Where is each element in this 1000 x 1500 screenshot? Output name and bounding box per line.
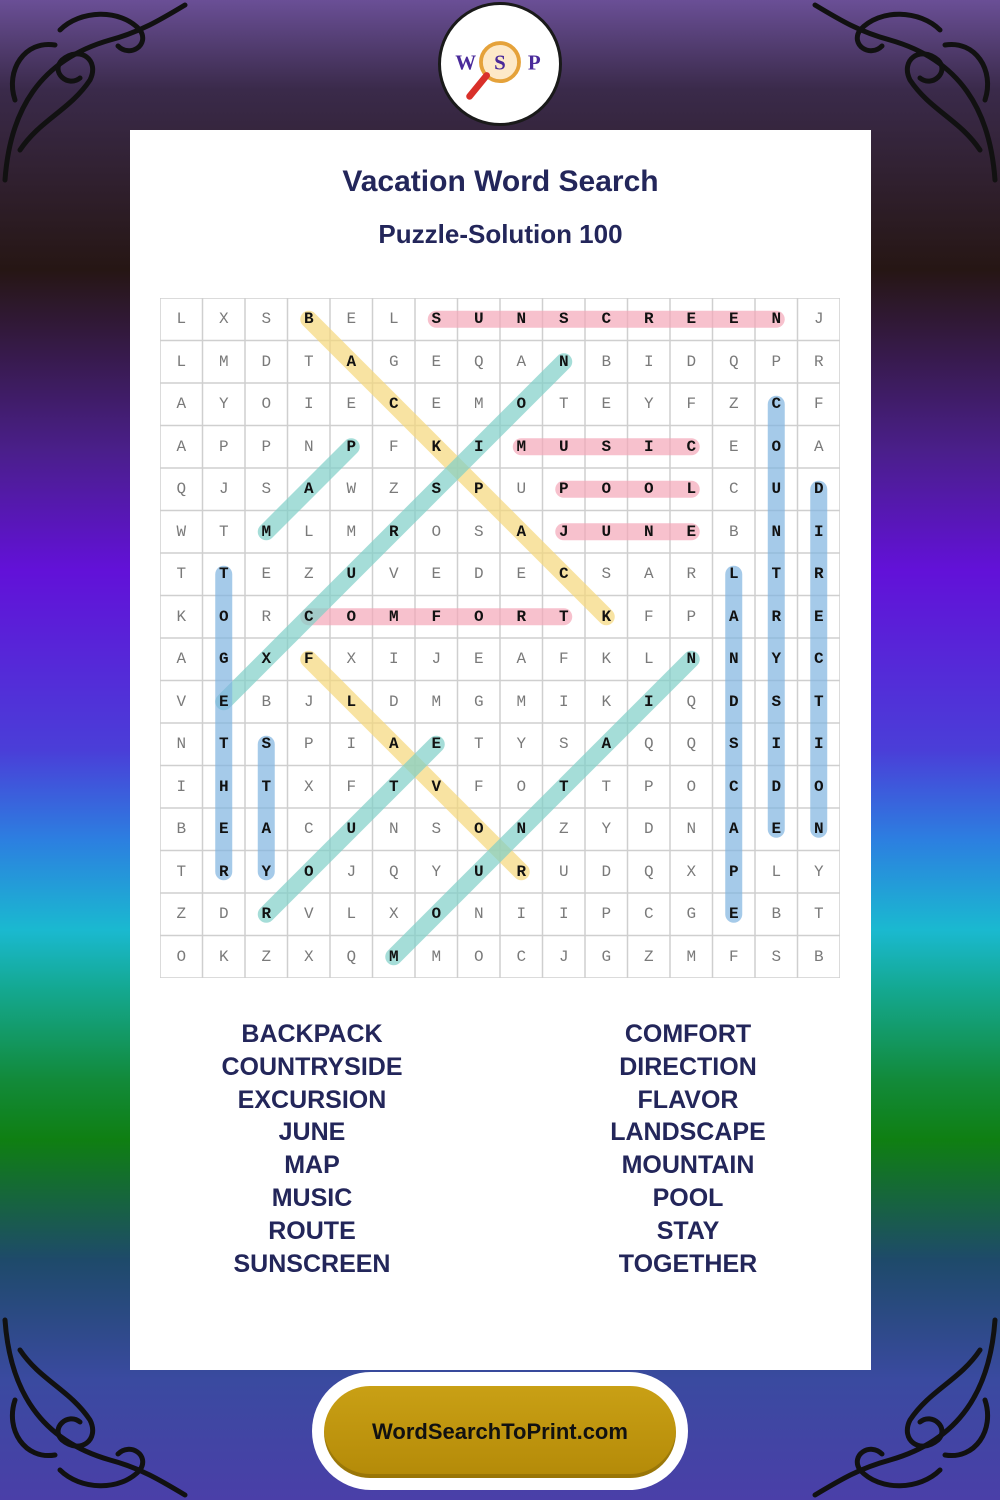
grid-cell: C bbox=[686, 437, 697, 456]
grid-cell: A bbox=[261, 820, 272, 839]
word-list-item: MUSIC bbox=[271, 1183, 353, 1212]
word-list-item: COUNTRYSIDE bbox=[221, 1052, 403, 1081]
grid-cell: S bbox=[261, 735, 272, 754]
grid-cell: E bbox=[728, 310, 739, 329]
grid-cell: O bbox=[218, 607, 229, 626]
grid-cell: Z bbox=[558, 820, 569, 839]
grid-cell: X bbox=[388, 905, 399, 924]
grid-cell: L bbox=[346, 905, 357, 924]
grid-cell: M bbox=[516, 437, 527, 456]
grid-cell: V bbox=[431, 777, 442, 796]
grid-cell: I bbox=[813, 735, 824, 754]
site-link-button[interactable]: WordSearchToPrint.com bbox=[324, 1386, 676, 1478]
grid-cell: A bbox=[346, 352, 357, 371]
grid-cell: E bbox=[431, 352, 442, 371]
page-title: Vacation Word Search bbox=[342, 165, 659, 198]
grid-cell: L bbox=[346, 692, 357, 711]
grid-cell: S bbox=[771, 947, 782, 966]
grid-cell: G bbox=[218, 650, 229, 669]
grid-cell: O bbox=[473, 947, 484, 966]
grid-cell: C bbox=[601, 310, 612, 329]
word-list-item: DIRECTION bbox=[619, 1052, 757, 1081]
grid-cell: T bbox=[176, 565, 187, 584]
grid-cell: T bbox=[771, 565, 782, 584]
grid-cell: E bbox=[686, 310, 697, 329]
grid-cell: J bbox=[303, 692, 314, 711]
grid-cell: U bbox=[346, 820, 357, 839]
grid-cell: N bbox=[643, 522, 654, 541]
grid-cell: O bbox=[516, 777, 527, 796]
grid-cell: T bbox=[558, 607, 569, 626]
grid-cell: B bbox=[813, 947, 824, 966]
grid-cell: R bbox=[516, 607, 527, 626]
grid-cell: P bbox=[771, 352, 782, 371]
grid-cell: E bbox=[346, 310, 357, 329]
grid-cell: I bbox=[558, 692, 569, 711]
grid-cell: B bbox=[728, 522, 739, 541]
grid-cell: T bbox=[558, 777, 569, 796]
grid-cell: W bbox=[346, 480, 357, 499]
word-list-item: SUNSCREEN bbox=[233, 1249, 391, 1278]
grid-cell: O bbox=[516, 395, 527, 414]
grid-cell: P bbox=[686, 607, 697, 626]
grid-cell: O bbox=[431, 905, 442, 924]
grid-cell: O bbox=[643, 480, 654, 499]
grid-cell: F bbox=[686, 395, 697, 414]
grid-cell: M bbox=[473, 395, 484, 414]
grid-cell: R bbox=[813, 565, 824, 584]
grid-cell: N bbox=[558, 352, 569, 371]
grid-cell: T bbox=[813, 692, 824, 711]
grid-cell: E bbox=[686, 522, 697, 541]
word-list-item: POOL bbox=[652, 1183, 724, 1212]
grid-cell: C bbox=[813, 650, 824, 669]
word-search-grid bbox=[160, 298, 840, 978]
grid-cell: Z bbox=[643, 947, 654, 966]
wsp-logo[interactable] bbox=[438, 2, 562, 126]
grid-cell: N bbox=[388, 820, 399, 839]
grid-cell: M bbox=[261, 522, 272, 541]
grid-cell: O bbox=[473, 607, 484, 626]
grid-cell: P bbox=[261, 437, 272, 456]
grid-cell: P bbox=[303, 735, 314, 754]
grid-cell: I bbox=[473, 437, 484, 456]
grid-cell: I bbox=[771, 735, 782, 754]
word-list-item: JUNE bbox=[278, 1118, 346, 1147]
grid-cell: T bbox=[218, 522, 229, 541]
grid-cell: A bbox=[728, 820, 739, 839]
grid-cell: V bbox=[176, 692, 187, 711]
grid-cell: D bbox=[643, 820, 654, 839]
grid-cell: C bbox=[771, 395, 782, 414]
grid-cell: Q bbox=[686, 735, 697, 754]
grid-cell: T bbox=[303, 352, 314, 371]
grid-cell: S bbox=[261, 310, 272, 329]
grid-cell: M bbox=[218, 352, 229, 371]
grid-cell: H bbox=[218, 777, 229, 796]
grid-cell: F bbox=[346, 777, 357, 796]
logo-letter-s: S bbox=[494, 50, 506, 75]
grid-cell: T bbox=[601, 777, 612, 796]
grid-cell: D bbox=[388, 692, 399, 711]
grid-cell: L bbox=[686, 480, 697, 499]
grid-cell: N bbox=[728, 650, 739, 669]
grid-cell: U bbox=[558, 437, 569, 456]
grid-cell: S bbox=[728, 735, 739, 754]
grid-cell: A bbox=[643, 565, 654, 584]
grid-cell: T bbox=[388, 777, 399, 796]
word-list-item: COMFORT bbox=[624, 1020, 752, 1048]
grid-cell: O bbox=[176, 947, 187, 966]
grid-cell: Z bbox=[303, 565, 314, 584]
grid-cell: Q bbox=[643, 862, 654, 881]
grid-cell: Y bbox=[813, 862, 824, 881]
grid-cell: Q bbox=[643, 735, 654, 754]
grid-cell: Z bbox=[388, 480, 399, 499]
grid-cell: C bbox=[388, 395, 399, 414]
grid-cell: M bbox=[431, 692, 442, 711]
grid-cell: K bbox=[218, 947, 229, 966]
grid-cell: D bbox=[813, 480, 824, 499]
grid-cell: E bbox=[431, 735, 442, 754]
grid-cell: D bbox=[771, 777, 782, 796]
grid-cell: K bbox=[431, 437, 442, 456]
grid-cell: I bbox=[516, 905, 527, 924]
grid-cell: S bbox=[558, 310, 569, 329]
grid-cell: C bbox=[643, 905, 654, 924]
grid-cell: E bbox=[431, 565, 442, 584]
grid-cell: X bbox=[218, 310, 229, 329]
grid-cell: Q bbox=[176, 480, 187, 499]
grid-cell: A bbox=[516, 650, 527, 669]
puzzle-card bbox=[130, 130, 871, 1370]
grid-cell: U bbox=[473, 310, 484, 329]
word-list-item: STAY bbox=[656, 1216, 720, 1245]
grid-cell: W bbox=[176, 522, 187, 541]
grid-cell: F bbox=[643, 607, 654, 626]
grid-cell: P bbox=[601, 905, 612, 924]
grid-cell: Z bbox=[176, 905, 187, 924]
grid-cell: O bbox=[473, 820, 484, 839]
grid-cell: V bbox=[303, 905, 314, 924]
word-list-item: FLAVOR bbox=[637, 1085, 739, 1114]
grid-cell: E bbox=[601, 395, 612, 414]
grid-cell: C bbox=[728, 480, 739, 499]
grid-cell: Y bbox=[431, 862, 442, 881]
grid-cell: K bbox=[601, 692, 612, 711]
grid-cell: P bbox=[473, 480, 484, 499]
grid-cell: U bbox=[516, 480, 527, 499]
grid-cell: M bbox=[686, 947, 697, 966]
grid-cell: E bbox=[261, 565, 272, 584]
grid-cell: C bbox=[303, 820, 314, 839]
grid-cell: F bbox=[728, 947, 739, 966]
grid-cell: F bbox=[303, 650, 314, 669]
word-list-right bbox=[538, 1018, 838, 1280]
grid-cell: S bbox=[558, 735, 569, 754]
grid-cell: Q bbox=[728, 352, 739, 371]
grid-cell: T bbox=[218, 735, 229, 754]
grid-cell: I bbox=[643, 352, 654, 371]
grid-cell: Y bbox=[261, 862, 272, 881]
word-list-item: BACKPACK bbox=[241, 1020, 383, 1048]
word-list-left bbox=[162, 1018, 462, 1280]
grid-cell: O bbox=[771, 437, 782, 456]
grid-cell: N bbox=[771, 310, 782, 329]
grid-cell: R bbox=[516, 862, 527, 881]
grid-cell: T bbox=[558, 395, 569, 414]
grid-cell: S bbox=[261, 480, 272, 499]
grid-cell: Q bbox=[686, 692, 697, 711]
grid-cell: L bbox=[643, 650, 654, 669]
grid-cell: R bbox=[813, 352, 824, 371]
grid-cell: S bbox=[473, 522, 484, 541]
grid-cell: O bbox=[303, 862, 314, 881]
grid-cell: M bbox=[516, 692, 527, 711]
grid-cell: E bbox=[813, 607, 824, 626]
grid-cell: D bbox=[601, 862, 612, 881]
logo-letter-w: W bbox=[455, 50, 477, 75]
grid-cell: E bbox=[516, 565, 527, 584]
grid-cell: Z bbox=[261, 947, 272, 966]
grid-cell: B bbox=[261, 692, 272, 711]
grid-cell: I bbox=[303, 395, 314, 414]
grid-cell: P bbox=[218, 437, 229, 456]
grid-cell: G bbox=[388, 352, 399, 371]
word-list-item: LANDSCAPE bbox=[610, 1118, 766, 1147]
grid-cell: F bbox=[431, 607, 442, 626]
grid-cell: N bbox=[516, 310, 527, 329]
grid-cell: B bbox=[176, 820, 187, 839]
grid-cell: E bbox=[771, 820, 782, 839]
grid-cell: U bbox=[771, 480, 782, 499]
grid-cell: P bbox=[728, 862, 739, 881]
grid-cell: U bbox=[601, 522, 612, 541]
grid-cell: J bbox=[558, 522, 569, 541]
grid-cell: I bbox=[388, 650, 399, 669]
grid-cell: J bbox=[813, 310, 824, 329]
grid-cell: L bbox=[303, 522, 314, 541]
grid-cell: S bbox=[431, 820, 442, 839]
grid-cell: X bbox=[261, 650, 272, 669]
grid-cell: X bbox=[303, 777, 314, 796]
word-list-item: TOGETHER bbox=[618, 1249, 758, 1278]
page-subtitle: Puzzle-Solution 100 bbox=[378, 219, 623, 249]
grid-cell: J bbox=[218, 480, 229, 499]
grid-cell: N bbox=[813, 820, 824, 839]
grid-cell: F bbox=[473, 777, 484, 796]
grid-cell: E bbox=[431, 395, 442, 414]
letter-grid bbox=[160, 298, 840, 978]
grid-cell: A bbox=[516, 522, 527, 541]
grid-cell: O bbox=[261, 395, 272, 414]
grid-cell: O bbox=[813, 777, 824, 796]
grid-cell: Y bbox=[516, 735, 527, 754]
grid-cell: X bbox=[346, 650, 357, 669]
grid-cell: L bbox=[728, 565, 739, 584]
grid-cell: B bbox=[771, 905, 782, 924]
grid-cell: B bbox=[601, 352, 612, 371]
grid-cell: T bbox=[813, 905, 824, 924]
grid-cell: P bbox=[558, 480, 569, 499]
grid-cell: J bbox=[431, 650, 442, 669]
grid-cell: T bbox=[176, 862, 187, 881]
grid-cell: Y bbox=[771, 650, 782, 669]
grid-cell: F bbox=[388, 437, 399, 456]
grid-cell: S bbox=[601, 565, 612, 584]
grid-cell: R bbox=[643, 310, 654, 329]
grid-cell: E bbox=[218, 692, 229, 711]
grid-cell: U bbox=[346, 565, 357, 584]
grid-cell: N bbox=[686, 650, 697, 669]
grid-cell: K bbox=[601, 650, 612, 669]
grid-cell: I bbox=[643, 692, 654, 711]
grid-cell: Q bbox=[388, 862, 399, 881]
grid-cell: M bbox=[388, 947, 399, 966]
grid-cell: E bbox=[728, 905, 739, 924]
grid-cell: D bbox=[218, 905, 229, 924]
grid-cell: Q bbox=[346, 947, 357, 966]
grid-cell: T bbox=[261, 777, 272, 796]
grid-cell: J bbox=[346, 862, 357, 881]
word-list-item: MOUNTAIN bbox=[621, 1151, 755, 1180]
grid-cell: Z bbox=[728, 395, 739, 414]
grid-cell: D bbox=[261, 352, 272, 371]
word-list-item: EXCURSION bbox=[237, 1085, 387, 1114]
grid-cell: N bbox=[771, 522, 782, 541]
grid-cell: A bbox=[601, 735, 612, 754]
grid-cell: X bbox=[686, 862, 697, 881]
grid-cell: D bbox=[686, 352, 697, 371]
grid-cell: I bbox=[346, 735, 357, 754]
grid-cell: G bbox=[686, 905, 697, 924]
grid-cell: E bbox=[218, 820, 229, 839]
grid-cell: L bbox=[771, 862, 782, 881]
grid-cell: O bbox=[601, 480, 612, 499]
grid-cell: P bbox=[346, 437, 357, 456]
grid-cell: L bbox=[388, 310, 399, 329]
grid-cell: R bbox=[388, 522, 399, 541]
grid-cell: Y bbox=[218, 395, 229, 414]
grid-cell: F bbox=[813, 395, 824, 414]
grid-cell: C bbox=[303, 607, 314, 626]
grid-cell: R bbox=[261, 905, 272, 924]
grid-cell: O bbox=[686, 777, 697, 796]
grid-cell: C bbox=[516, 947, 527, 966]
grid-cell: T bbox=[218, 565, 229, 584]
word-list-item: MAP bbox=[284, 1151, 340, 1180]
grid-cell: L bbox=[176, 352, 187, 371]
grid-cell: N bbox=[686, 820, 697, 839]
grid-cell: T bbox=[473, 735, 484, 754]
grid-cell: A bbox=[176, 650, 187, 669]
grid-cell: V bbox=[388, 565, 399, 584]
grid-cell: I bbox=[558, 905, 569, 924]
grid-cell: C bbox=[728, 777, 739, 796]
logo-letter-p: P bbox=[527, 50, 541, 75]
grid-cell: A bbox=[176, 437, 187, 456]
grid-cell: A bbox=[388, 735, 399, 754]
grid-cell: M bbox=[388, 607, 399, 626]
grid-cell: U bbox=[558, 862, 569, 881]
grid-cell: M bbox=[346, 522, 357, 541]
grid-cell: J bbox=[558, 947, 569, 966]
grid-cell: O bbox=[346, 607, 357, 626]
grid-cell: A bbox=[813, 437, 824, 456]
grid-cell: E bbox=[728, 437, 739, 456]
grid-cell: A bbox=[728, 607, 739, 626]
grid-cell: I bbox=[643, 437, 654, 456]
grid-cell: R bbox=[218, 862, 229, 881]
grid-cell: D bbox=[728, 692, 739, 711]
grid-cell: N bbox=[473, 905, 484, 924]
grid-cell: E bbox=[473, 650, 484, 669]
grid-cell: B bbox=[303, 310, 314, 329]
grid-cell: F bbox=[558, 650, 569, 669]
grid-cell: K bbox=[601, 607, 612, 626]
grid-cell: E bbox=[346, 395, 357, 414]
grid-cell: S bbox=[431, 480, 442, 499]
grid-cell: O bbox=[431, 522, 442, 541]
grid-cell: P bbox=[643, 777, 654, 796]
grid-cell: N bbox=[516, 820, 527, 839]
grid-cell: R bbox=[771, 607, 782, 626]
grid-cell: U bbox=[473, 862, 484, 881]
grid-cell: Q bbox=[473, 352, 484, 371]
grid-cell: Y bbox=[643, 395, 654, 414]
grid-cell: C bbox=[558, 565, 569, 584]
grid-cell: K bbox=[176, 607, 187, 626]
grid-cell: A bbox=[303, 480, 314, 499]
grid-cell: S bbox=[601, 437, 612, 456]
grid-cell: I bbox=[176, 777, 187, 796]
grid-cell: S bbox=[771, 692, 782, 711]
grid-cell: G bbox=[601, 947, 612, 966]
grid-cell: M bbox=[431, 947, 442, 966]
grid-cell: Y bbox=[601, 820, 612, 839]
grid-cell: D bbox=[473, 565, 484, 584]
grid-cell: N bbox=[176, 735, 187, 754]
grid-cell: X bbox=[303, 947, 314, 966]
grid-cell: N bbox=[303, 437, 314, 456]
grid-cell: R bbox=[261, 607, 272, 626]
grid-cell: R bbox=[686, 565, 697, 584]
grid-cell: A bbox=[176, 395, 187, 414]
grid-cell: I bbox=[813, 522, 824, 541]
grid-cell: L bbox=[176, 310, 187, 329]
word-list-item: ROUTE bbox=[268, 1216, 356, 1245]
grid-cell: S bbox=[431, 310, 442, 329]
grid-cell: G bbox=[473, 692, 484, 711]
grid-cell: A bbox=[516, 352, 527, 371]
